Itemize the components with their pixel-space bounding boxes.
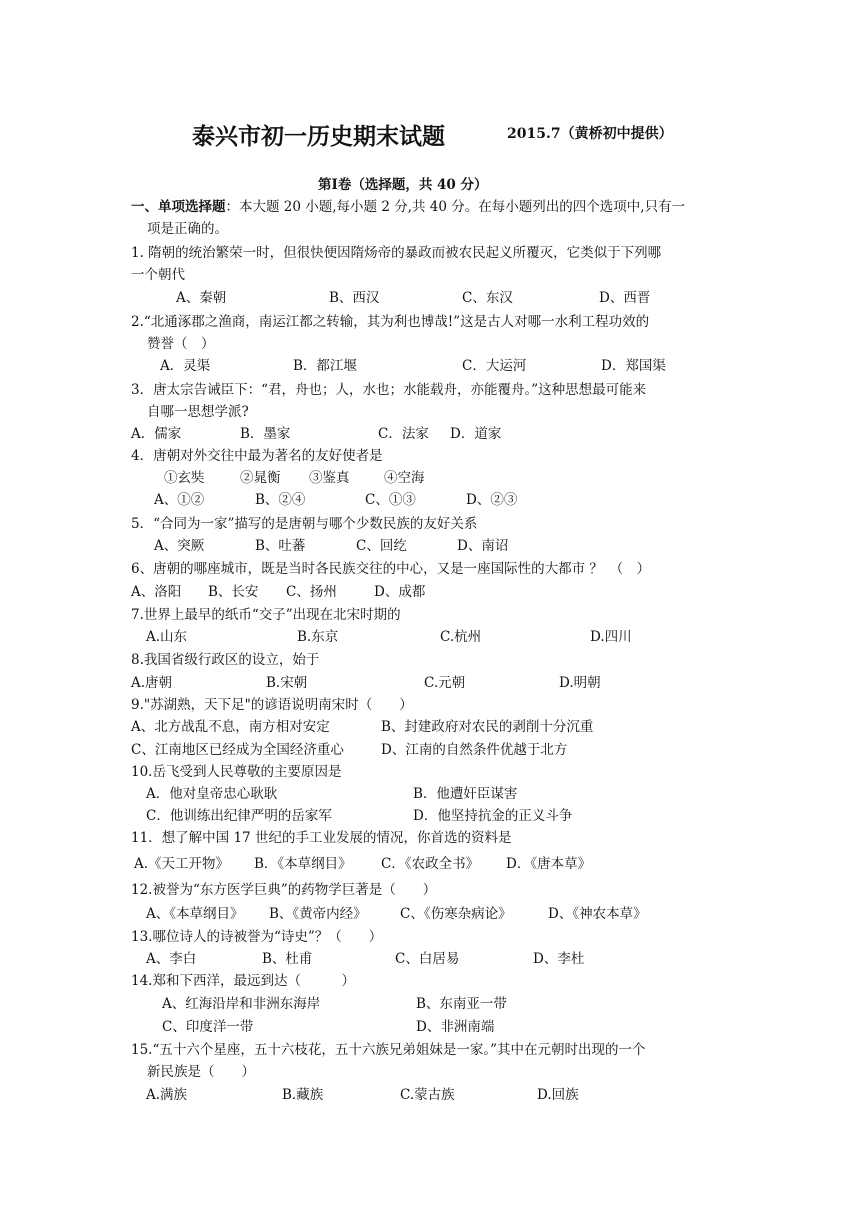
q9-option-d: D、江南的自然条件优越于北方 bbox=[381, 742, 568, 758]
q11-option-d: D．《唐本草》 bbox=[506, 856, 592, 872]
q4-option-d: D、②③ bbox=[466, 492, 518, 508]
q15-option-d: D.回族 bbox=[537, 1087, 579, 1103]
q10-option-a: A．他对皇帝忠心耿耿 bbox=[146, 786, 278, 802]
q11-option-a: A.《天工开物》 bbox=[134, 856, 230, 872]
q9-option-c: C、江南地区已经成为全国经济重心 bbox=[131, 742, 344, 758]
question-11-stem: 11．想了解中国 17 世纪的手工业发展的情况，你首选的资料是 bbox=[131, 830, 512, 846]
q12-option-a: A、《本草纲目》 bbox=[146, 906, 244, 922]
q10-option-b: B．他遭奸臣谋害 bbox=[413, 786, 518, 802]
q4-option-b: B、②④ bbox=[255, 492, 306, 508]
q13-option-c: C、白居易 bbox=[395, 951, 460, 967]
q8-option-c: C.元朝 bbox=[424, 675, 466, 691]
q12-option-c: C、《伤寒杂病论》 bbox=[400, 906, 512, 922]
exam-subtitle: 2015.7（黄桥初中提供） bbox=[507, 126, 673, 142]
q5-option-a: A、突厥 bbox=[154, 538, 205, 554]
q6-option-a: A、洛阳 bbox=[131, 584, 182, 600]
q14-option-b: B、东南亚一带 bbox=[416, 996, 507, 1012]
q11-option-b: B．《本草纲目》 bbox=[254, 856, 352, 872]
q4-option-c: C、①③ bbox=[365, 492, 416, 508]
part-text-cont: 项是正确的。 bbox=[147, 221, 228, 237]
question-15-stem-cont: 新民族是（ ） bbox=[147, 1064, 255, 1080]
q8-option-a: A.唐朝 bbox=[131, 675, 173, 691]
question-1-stem: 1. 隋朝的统治繁荣一时，但很快便因隋炀帝的暴政而被农民起义所覆灭，它类似于下列哪 bbox=[131, 245, 662, 261]
q15-option-a: A.满族 bbox=[146, 1087, 188, 1103]
q7-option-b: B.东京 bbox=[297, 629, 339, 645]
question-4-stem: 4．唐朝对外交往中最为著名的友好使者是 bbox=[131, 448, 383, 464]
q4-item-2: ②晁衡 bbox=[240, 470, 281, 486]
q14-option-d: D、非洲南端 bbox=[416, 1019, 495, 1035]
q6-option-d: D、成都 bbox=[374, 584, 426, 600]
q1-option-b: B、西汉 bbox=[329, 290, 380, 306]
q15-option-c: C.蒙古族 bbox=[400, 1087, 455, 1103]
q1-option-c: C、东汉 bbox=[462, 290, 513, 306]
q6-option-c: C、扬州 bbox=[286, 584, 337, 600]
question-7-stem: 7.世界上最早的纸币“交子”出现在北宋时期的 bbox=[131, 607, 401, 623]
q13-option-b: B、杜甫 bbox=[262, 951, 313, 967]
q2-option-a: A．灵渠 bbox=[160, 358, 211, 374]
question-2-stem-cont: 赞誉（ ） bbox=[147, 336, 215, 352]
question-8-stem: 8.我国省级行政区的设立，始于 bbox=[131, 652, 320, 668]
q5-option-c: C、回纥 bbox=[356, 538, 407, 554]
q6-option-b: B、长安 bbox=[208, 584, 259, 600]
q2-option-d: D．郑国渠 bbox=[601, 358, 666, 374]
q7-option-c: C.杭州 bbox=[440, 629, 482, 645]
q10-option-d: D．他坚持抗金的正义斗争 bbox=[413, 808, 573, 824]
q1-option-a: A、秦朝 bbox=[176, 290, 227, 306]
question-10-stem: 10.岳飞受到人民尊敬的主要原因是 bbox=[131, 764, 342, 780]
q7-option-d: D.四川 bbox=[590, 629, 632, 645]
question-1-stem-cont: 一个朝代 bbox=[131, 267, 185, 283]
exam-title: 泰兴市初一历史期末试题 bbox=[192, 123, 445, 150]
q8-option-d: D.明朝 bbox=[559, 675, 601, 691]
section-heading: 第Ⅰ卷（选择题，共 40 分） bbox=[318, 177, 488, 193]
question-2-stem: 2.“北通涿郡之渔商，南运江都之转输，其为利也博哉!”这是古人对哪一水利工程功效的 bbox=[131, 314, 650, 330]
q7-option-a: A.山东 bbox=[146, 629, 188, 645]
q5-option-b: B、吐蕃 bbox=[255, 538, 306, 554]
part-text: ：本大题 20 小题,每小题 2 分,共 40 分。在每小题列出的四个选项中,只有一 bbox=[225, 199, 686, 215]
q12-option-d: D、《神农本草》 bbox=[548, 906, 647, 922]
q8-option-b: B.宋朝 bbox=[266, 675, 308, 691]
q9-option-a: A、北方战乱不息，南方相对安定 bbox=[131, 719, 330, 735]
q13-option-a: A、李白 bbox=[146, 951, 197, 967]
q5-option-d: D、南诏 bbox=[457, 538, 509, 554]
q10-option-c: C．他训练出纪律严明的岳家军 bbox=[146, 808, 332, 824]
q14-option-c: C、印度洋一带 bbox=[162, 1019, 254, 1035]
part-label: 一、单项选择题 bbox=[131, 199, 226, 215]
q15-option-b: B.藏族 bbox=[282, 1087, 324, 1103]
question-6-stem: 6、唐朝的哪座城市，既是当时各民族交往的中心，又是一座国际性的大都市 ？ （ ） bbox=[131, 561, 651, 577]
q2-option-b: B．都江堰 bbox=[293, 358, 357, 374]
question-5-stem: 5．“合同为一家”描写的是唐朝与哪个少数民族的友好关系 bbox=[131, 516, 478, 532]
q9-option-b: B、封建政府对农民的剥削十分沉重 bbox=[381, 719, 594, 735]
q4-item-3: ③鉴真 bbox=[309, 470, 350, 486]
q4-item-1: ①玄奘 bbox=[164, 470, 205, 486]
q13-option-d: D、李杜 bbox=[533, 951, 585, 967]
question-9-stem: 9."苏湖熟，天下足"的谚语说明南宋时（ ） bbox=[131, 697, 413, 713]
question-15-stem: 15.“五十六个星座，五十六枝花，五十六族兄弟姐妹是一家。”其中在元朝时出现的一个 bbox=[131, 1042, 646, 1058]
q3-option-a: A．儒家 bbox=[131, 426, 182, 442]
question-13-stem: 13.哪位诗人的诗被誉为“诗史”？（ ） bbox=[131, 929, 383, 945]
q3-option-d: D．道家 bbox=[450, 426, 502, 442]
q3-option-c: C．法家 bbox=[378, 426, 429, 442]
q4-option-a: A、①② bbox=[154, 492, 205, 508]
q3-option-b: B．墨家 bbox=[240, 426, 291, 442]
q11-option-c: C．《农政全书》 bbox=[381, 856, 480, 872]
question-3-stem-cont: 自哪一思想学派? bbox=[147, 404, 249, 420]
q14-option-a: A、红海沿岸和非洲东海岸 bbox=[162, 996, 321, 1012]
question-12-stem: 12.被誉为“东方医学巨典”的药物学巨著是（ ） bbox=[131, 882, 437, 898]
q2-option-c: C．大运河 bbox=[462, 358, 527, 374]
question-14-stem: 14.郑和下西洋，最远到达（ ） bbox=[131, 973, 355, 989]
q12-option-b: B、《黄帝内经》 bbox=[269, 906, 367, 922]
q1-option-d: D、西晋 bbox=[599, 290, 651, 306]
q4-item-4: ④空海 bbox=[384, 470, 425, 486]
section-instructions bbox=[131, 198, 685, 216]
question-3-stem: 3．唐太宗告诫臣下：“君，舟也；人，水也；水能载舟，亦能覆舟。”这种思想最可能来 bbox=[131, 382, 647, 398]
